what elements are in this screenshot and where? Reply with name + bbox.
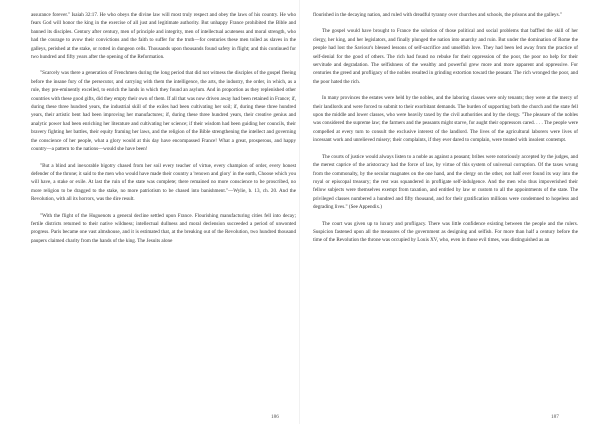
right-paragraph-2: The gospel would have brought to France the solution of those political and social problems that baffled the skill of her clergy, her king, and her legislators, and finally plunged the nation into anarchy and ruin. But under the domination of Rome the people had lost the Saviour's blessed lessons of self-sacrifice and unselfish love. They had been led away from the practice of self-denial for the good of others. The rich had found no rebuke for their oppression of the poor, the poor no help for their servitude and degradation. The selfishness of the wealthy and powerful grew more and more apparent and oppressive. For centuries the greed and profligacy of the nobles resulted in grinding extortion toward the peasant. The rich wronged the poor, and the poor hated the rich. [313,28,578,85]
left-paragraph-4: "With the flight of the Huguenots a general decline settled upon France. Flourishing manufacturing cities fell into decay; fertile districts returned to their native wildness; intellectual dullness and moral declension succeeded a period of unwonted progress. Paris became one vast almshouse, and it is estimated that, at the breaking out of the Revolution, two hundred thousand paupers claimed charity from the hands of the king. The Jesuits alone [31,212,296,244]
right-page-number: 187 [551,414,559,420]
right-paragraph-5: The court was given up to luxury and profligacy. There was little confidence existing between the people and the rulers. Suspicion fastened upon all the measures of the government as designing and selfish. For more than half a century before the time of the Revolution the throne was occupied by Louis XV, who, even in those evil times, was distinguished as an [313,220,578,244]
right-paragraph-3: In many provinces the estates were held by the nobles, and the laboring classes were only tenants; they were at the mercy of their landlords and were forced to submit to their exorbitant demands. The burden of supporting both the church and the state fell upon the middle and lower classes, who were heavily taxed by the civil authorities and by the clergy. "The pleasure of the nobles was considered the supreme law; the farmers and the peasants might starve, for aught their oppressors cared. . . . The people were compelled at every turn to consult the exclusive interest of the landlord. The lives of the agricultural laborers were lives of incessant work and unrelieved misery; their complaints, if they ever dared to complain, were treated with insolent contempt. [313,95,578,144]
page-gutter [299,0,300,424]
left-paragraph-3: "But a blind and inexorable bigotry chased from her soil every teacher of virtue, every champion of order, every honest defender of the throne; it said to the men who would have made their country a 'renown and glory' in the earth, Choose which you will have, a stake or exile. At last the ruin of the state was complete; there remained no more conscience to be proscribed, no more religion to be dragged to the stake, no more patriotism to be chased into banishment."—Wylie, b. 13, ch. 20. And the Revolution, with all its horrors, was the dire result. [31,162,296,203]
left-paragraph-2: "Scarcely was there a generation of Frenchmen during the long period that did not witness the disciples of the gospel fleeing before the insane fury of the persecutor, and carrying with them the intelligence, the arts, the industry, the order, in which, as a rule, they pre-eminently excelled, to enrich the lands in which they found an asylum. And in proportion as they replenished other countries with these good gifts, did they empty their own of them. If all that was now driven away had been retained in France; if, during these three hundred years, the industrial skill of the exiles had been cultivating her soil; if, during these three hundred years, their artistic bent had been improving her manufactures; if, during these three hundred years, their creative genius and analytic power had been enriching her literature and cultivating her science; if their wisdom had been guiding her councils, their bravery fighting her battles, their equity framing her laws, and the religion of the Bible strengthening the intellect and governing the conscience of her people, what a glory would at this day have encompassed France! What a great, prosperous, and happy country—a pattern to the nations—would she have been! [31,70,296,153]
right-page [313,11,578,411]
right-paragraph-4: The courts of justice would always listen to a noble as against a peasant; bribes were notoriously accepted by the judges, and the merest caprice of the aristocracy had the force of law, by virtue of this system of universal corruption. Of the taxes wrung from the commonalty, by the secular magnates on the one hand, and the clergy on the other, not half ever found its way into the royal or episcopal treasury; the rest was squandered in profligate self-indulgence. And the men who thus impoverished their fellow subjects were themselves exempt from taxation, and entitled by law or custom to all the appointments of the state. The privileged classes numbered a hundred and fifty thousand, and for their gratification millions were condemned to hopeless and degrading lives." (See Appendix.) [313,153,578,211]
left-page-number: 186 [271,414,279,420]
left-paragraph-1: assurance forever." Isaiah 32:17. He who obeys the divine law will most truly respect and obey the laws of his country. He who fears God will honor the king in the exercise of all just and legitimate authority. But unhappy France prohibited the Bible and banned its disciples. Century after century, men of principle and integrity, men of intellectual acuteness and moral strength, who had the courage to avow their convictions and the faith to suffer for the truth—for centuries these men toiled as slaves in the galleys, perished at the stake, or rotted in dungeon cells. Thousands upon thousands found safety in flight; and this continued for two hundred and fifty years after the opening of the Reformation. [31,12,296,61]
left-page [31,11,296,411]
right-paragraph-1: flourished in the decaying nation, and ruled with dreadful tyranny over churches and schools, the prisons and the galleys." [313,12,562,18]
